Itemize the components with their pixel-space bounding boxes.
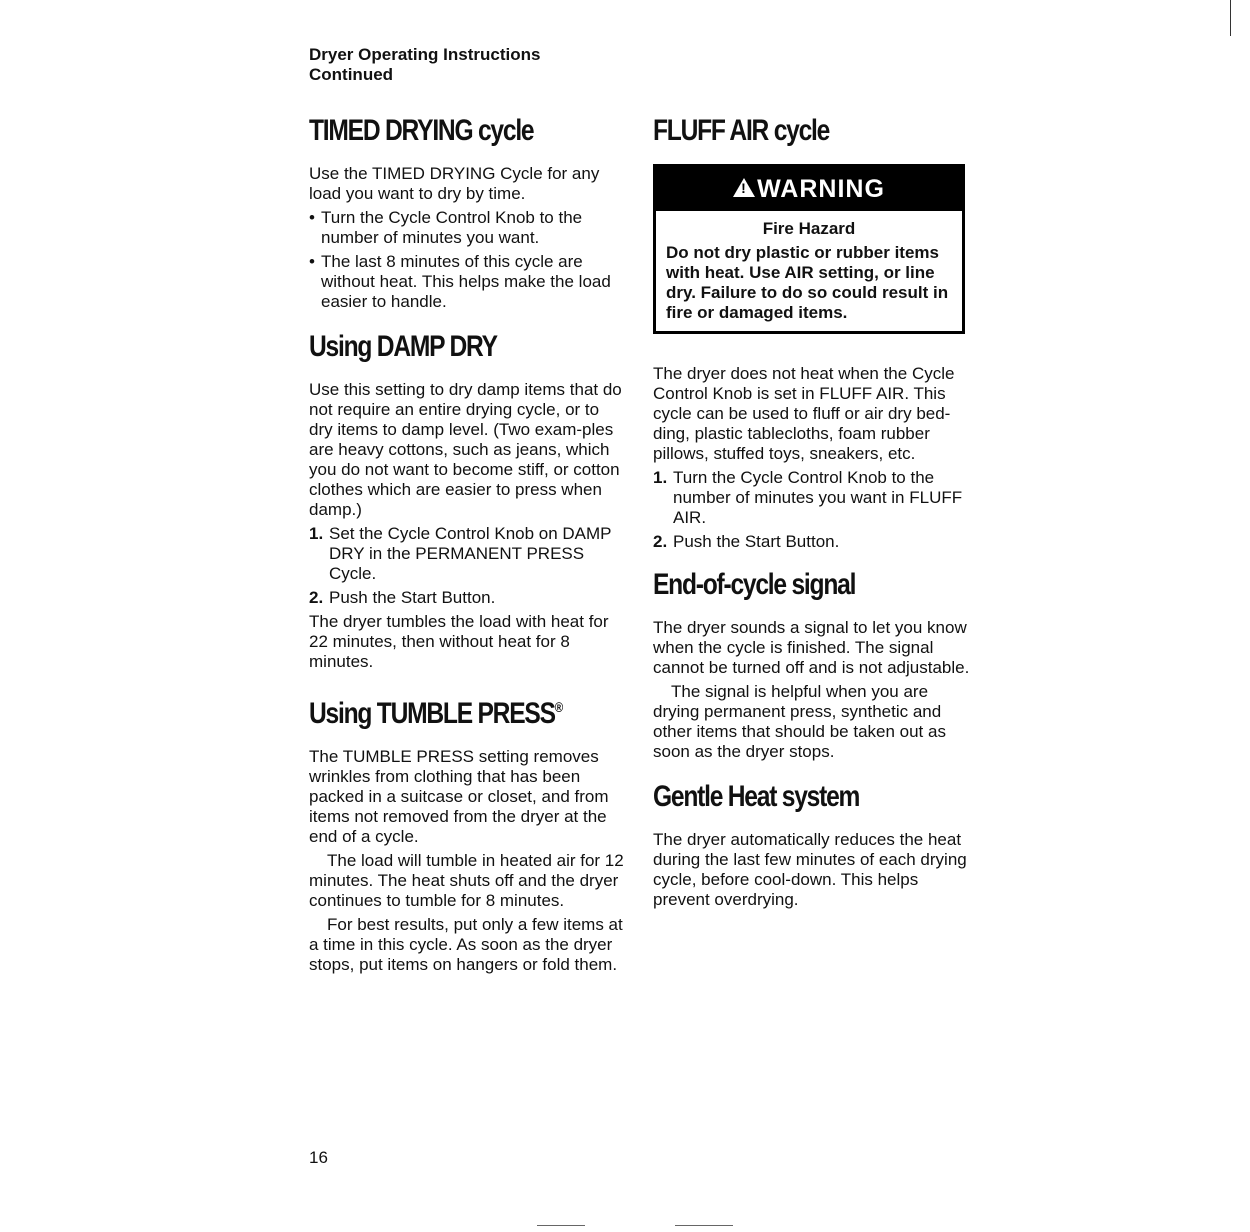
list-item: • Turn the Cycle Control Knob to the number of minutes you want. (309, 208, 625, 248)
damp-dry-intro: Use this setting to dry damp items that do not require an entire drying cycle, or to dry items to damp level. (Two exam-ples are heavy cottons, such as jeans, which you do not want to become stiff, or cotton clothes which are easier to press when damp.) (309, 380, 622, 519)
end-of-cycle-section (653, 566, 973, 762)
warning-box (653, 164, 965, 334)
end-of-cycle-p2: The signal is helpful when you are drying permanent press, synthetic and other items that should be taken out as soon as the dryer stops. (653, 682, 946, 761)
damp-dry-steps (309, 524, 625, 608)
warning-hazard: Fire Hazard (762, 219, 856, 238)
page-number: 16 (309, 1148, 328, 1167)
gentle-heat-heading: Gentle Heat system (653, 780, 860, 813)
tumble-press-section (309, 688, 625, 975)
timed-drying-heading: TIMED DRYING cycle (309, 114, 534, 147)
warning-text: Do not dry plastic or rubber items with heat. Use AIR setting, or line dry. Failure to do so could result in fire or damaged items. (666, 243, 949, 322)
fluff-air-intro: The dryer does not heat when the Cycle Control Knob is set in FLUFF AIR. This cycle can be used to fluff or air dry bed-ding, plastic tablecloths, foam rubber pillows, stuffed toys, sneakers, etc. (653, 364, 955, 463)
registered-mark: ® (554, 699, 564, 715)
warning-triangle-icon (733, 178, 755, 197)
list-item (309, 524, 625, 584)
tumble-press-p3: For best results, put only a few items at a time in this cycle. As soon as the dryer stops, put items on hangers or fold them. (309, 915, 623, 974)
footer-rule-right (675, 1225, 733, 1226)
footer-rule-left (537, 1225, 585, 1226)
step-number: 1. (309, 524, 324, 543)
tumble-press-p2: The load will tumble in heated air for 12 minutes. The heat shuts off and the dryer continues to tumble for 8 minutes. (309, 851, 624, 910)
timed-drying-section (309, 112, 625, 312)
warning-title: WARNING (757, 175, 885, 203)
timed-drying-intro: Use the TIMED DRYING Cycle for any load you want to dry by time. (309, 164, 600, 203)
scan-edge-mark (1230, 0, 1231, 36)
damp-dry-after: The dryer tumbles the load with heat for 22 minutes, then without heat for 8 minutes. (309, 612, 609, 671)
tumble-press-p1: The TUMBLE PRESS setting removes wrinkles from clothing that has been packed in a suitcase or closet, and from items not removed from the dryer at the end of a cycle. (309, 747, 609, 846)
step-text: Turn the Cycle Control Knob to the number of minutes you want in FLUFF AIR. (673, 468, 963, 527)
list-item: • The last 8 minutes of this cycle are without heat. This helps make the load easier to handle. (309, 252, 625, 312)
page-header (309, 45, 540, 85)
warning-banner (656, 167, 962, 211)
damp-dry-heading: Using DAMP DRY (309, 330, 497, 363)
end-of-cycle-p1: The dryer sounds a signal to let you know when the cycle is finished. The signal cannot be turned off and is not adjustable. (653, 618, 970, 677)
tumble-press-heading: Using TUMBLE PRESS® (309, 697, 564, 730)
step-number: 2. (653, 532, 668, 551)
fluff-air-steps (653, 468, 973, 552)
gentle-heat-section (653, 778, 973, 910)
step-number: 2. (309, 588, 324, 607)
fluff-air-section (653, 112, 973, 552)
step-text: Push the Start Button. (673, 532, 840, 551)
step-text: Set the Cycle Control Knob on DAMP DRY in the PERMANENT PRESS Cycle. (329, 524, 612, 583)
header-subtitle: Continued (309, 65, 394, 84)
fluff-air-heading: FLUFF AIR cycle (653, 114, 830, 147)
right-column (653, 112, 973, 926)
end-of-cycle-heading: End-of-cycle signal (653, 568, 856, 601)
warning-body (656, 211, 962, 331)
list-item (653, 468, 973, 528)
list-item (653, 532, 973, 552)
step-text: Push the Start Button. (329, 588, 496, 607)
step-number: 1. (653, 468, 668, 487)
damp-dry-section (309, 328, 625, 672)
list-item (309, 588, 625, 608)
header-title: Dryer Operating Instructions (309, 45, 541, 64)
left-column (309, 112, 625, 991)
gentle-heat-p1: The dryer automatically reduces the heat during the last few minutes of each drying cycle, before cool-down. This helps prevent overdrying. (653, 830, 967, 909)
timed-drying-bullets (309, 208, 625, 312)
